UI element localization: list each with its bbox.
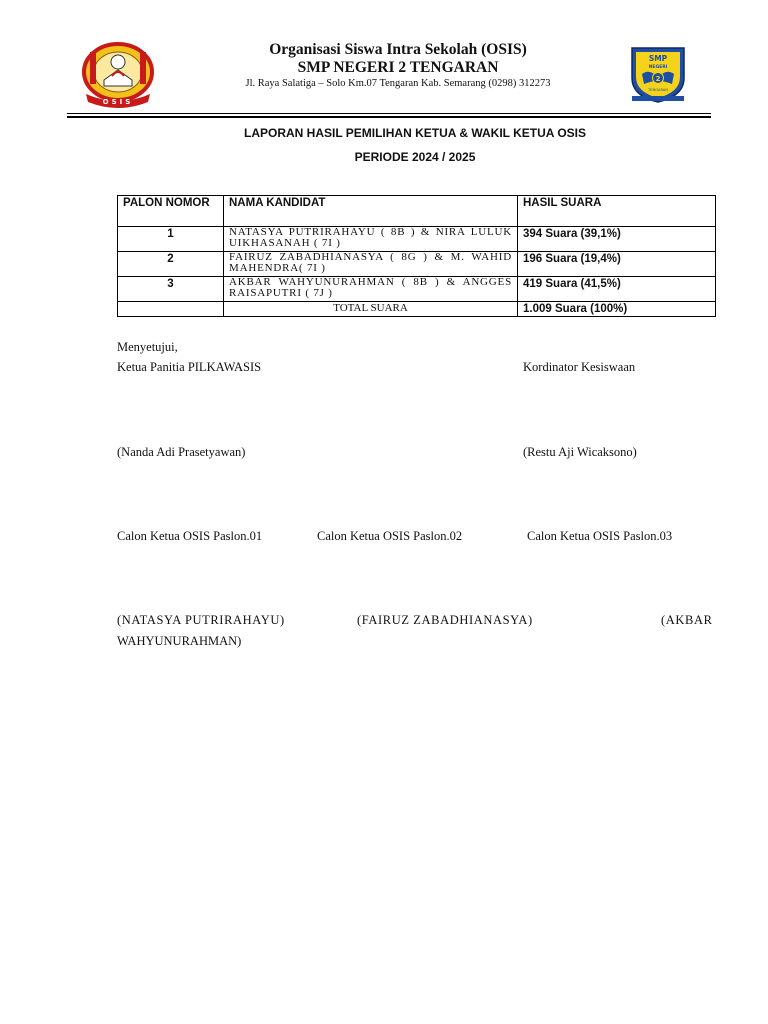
row-number: 3 bbox=[118, 277, 224, 302]
row-number: 1 bbox=[118, 227, 224, 252]
smp-logo-number: 2 bbox=[655, 75, 661, 83]
candidate-names: AKBAR WAHYUNURAHMAN ( 8B ) & ANGGES RAISAPUTRI ( 7J ) bbox=[224, 277, 518, 302]
results-table bbox=[117, 195, 716, 317]
osis-logo-text: OSIS bbox=[102, 98, 134, 106]
row-number: 2 bbox=[118, 252, 224, 277]
org-title: Organisasi Siswa Intra Sekolah (OSIS) bbox=[269, 41, 527, 58]
candidate-name-3-part2: WAHYUNURAHMAN) bbox=[117, 634, 242, 648]
candidate-role-1: Calon Ketua OSIS Paslon.01 bbox=[117, 529, 263, 543]
header-divider-thin bbox=[67, 113, 711, 114]
smp-logo bbox=[628, 44, 688, 104]
candidate-name-3-part1: (AKBAR bbox=[661, 613, 713, 627]
student-affairs-name: (Restu Aji Wicaksono) bbox=[523, 445, 637, 459]
table-row bbox=[118, 227, 716, 252]
candidate-names: FAIRUZ ZABADHIANASYA ( 8G ) & M. WAHID MAHENDRA( 7I ) bbox=[224, 252, 518, 277]
student-affairs-role: Kordinator Kesiswaan bbox=[523, 360, 636, 374]
osis-logo bbox=[80, 42, 156, 110]
approval-intro: Menyetujui, bbox=[117, 340, 178, 354]
header-hasil-suara: HASIL SUARA bbox=[518, 196, 716, 227]
total-value: 1.009 Suara (100%) bbox=[518, 302, 716, 317]
header-palon-nomor: PALON NOMOR bbox=[118, 196, 224, 227]
committee-chair-role: Ketua Panitia PILKAWASIS bbox=[117, 360, 262, 374]
school-address: Jl. Raya Salatiga – Solo Km.07 Tengaran Kab. Semarang (0298) 312273 bbox=[245, 78, 551, 89]
report-title: LAPORAN HASIL PEMILIHAN KETUA & WAKIL KETUA OSIS bbox=[243, 126, 586, 140]
header-nama-kandidat: NAMA KANDIDAT bbox=[224, 196, 518, 227]
committee-chair-name: (Nanda Adi Prasetyawan) bbox=[117, 445, 246, 459]
vote-result: 394 Suara (39,1%) bbox=[518, 227, 716, 252]
table-row bbox=[118, 252, 716, 277]
candidate-name-2: (FAIRUZ ZABADHIANASYA) bbox=[357, 613, 533, 627]
report-period: PERIODE 2024 / 2025 bbox=[354, 150, 476, 164]
candidate-role-3: Calon Ketua OSIS Paslon.03 bbox=[527, 529, 673, 543]
candidate-name-1: (NATASYA PUTRIRAHAYU) bbox=[117, 613, 285, 627]
smp-logo-bottom: TENGARAN bbox=[648, 88, 668, 92]
table-total-row bbox=[118, 302, 716, 317]
candidate-names: NATASYA PUTRIRAHAYU ( 8B ) & NIRA LULUK UIKHASANAH ( 7I ) bbox=[224, 227, 518, 252]
header-divider-thick bbox=[67, 116, 711, 118]
total-empty-cell bbox=[118, 302, 224, 317]
vote-result: 196 Suara (19,4%) bbox=[518, 252, 716, 277]
table-row bbox=[118, 277, 716, 302]
school-title: SMP NEGERI 2 TENGARAN bbox=[297, 59, 499, 76]
vote-result: 419 Suara (41,5%) bbox=[518, 277, 716, 302]
smp-logo-mid: NEGERI bbox=[648, 65, 668, 70]
candidate-role-2: Calon Ketua OSIS Paslon.02 bbox=[317, 529, 463, 543]
table-header-row bbox=[118, 196, 716, 227]
total-label: TOTAL SUARA bbox=[224, 302, 518, 317]
smp-logo-top: SMP bbox=[648, 54, 668, 63]
